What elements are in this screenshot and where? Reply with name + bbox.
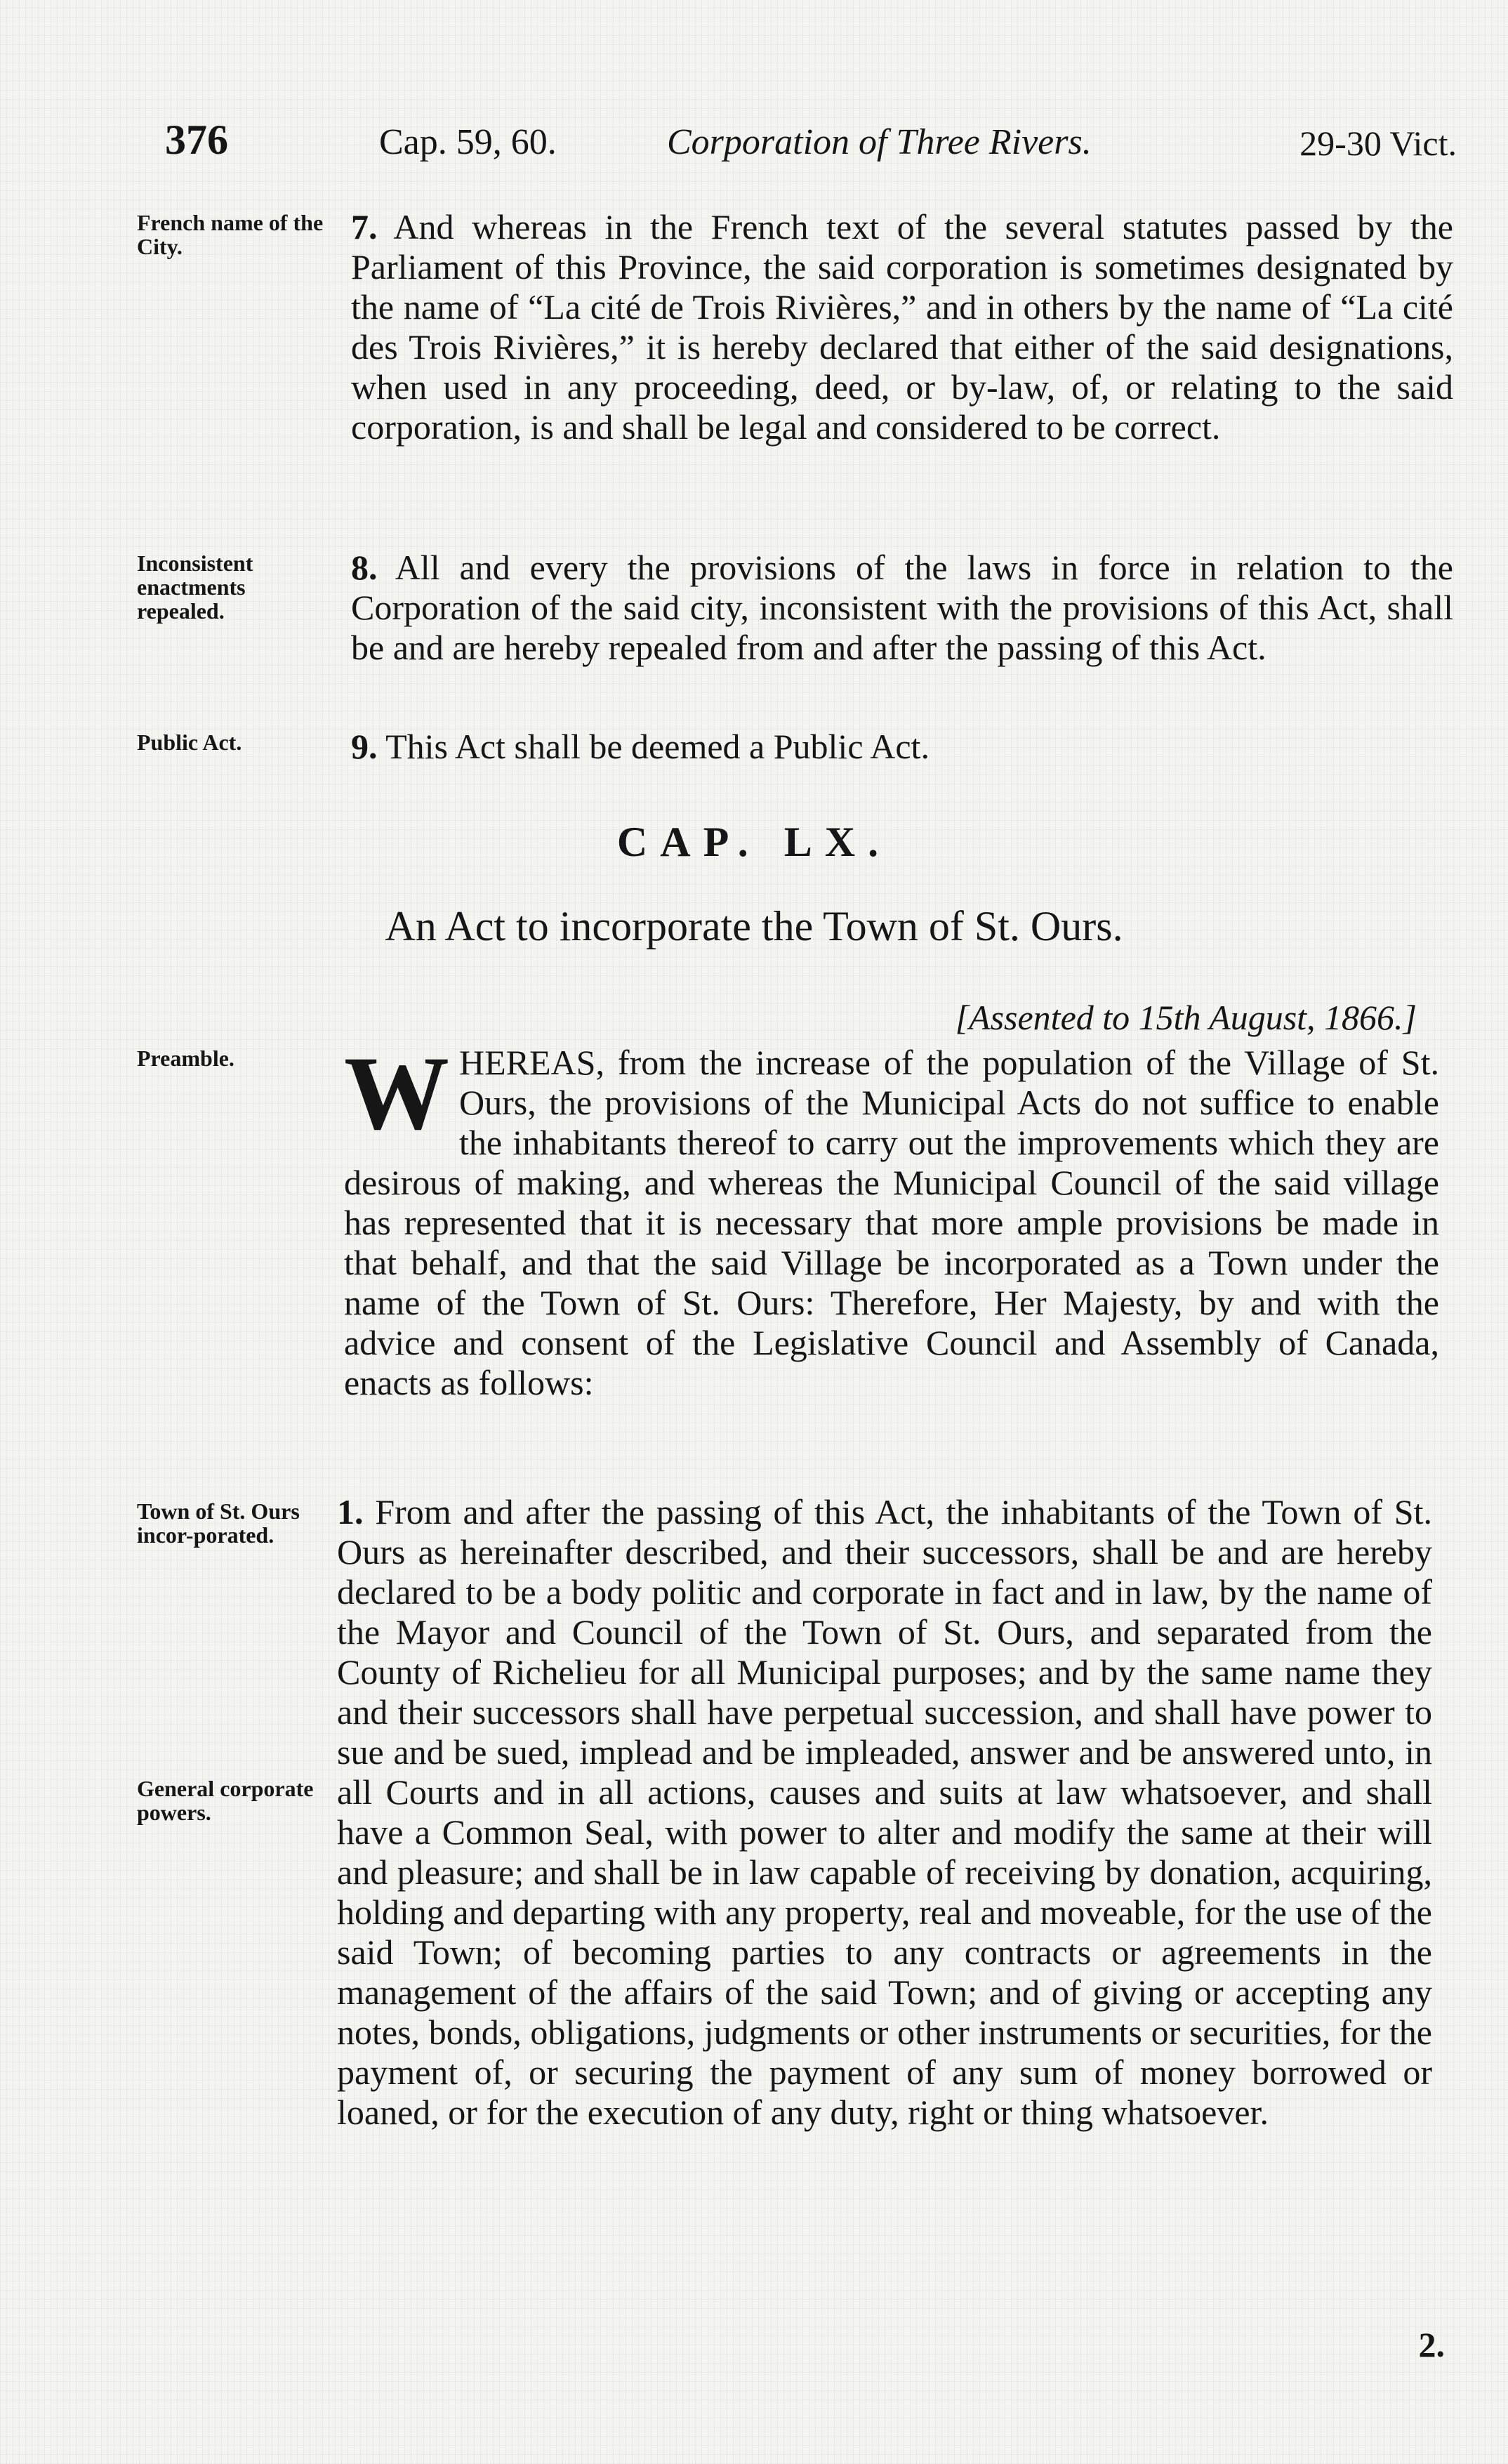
chapter-heading: CAP. LX. — [616, 819, 892, 865]
section-number: 7. — [351, 207, 378, 246]
chapter-reference: Cap. 59, 60. — [379, 122, 557, 162]
section-7 — [351, 207, 1453, 447]
section-1 — [337, 1492, 1432, 2133]
running-title: Corporation of Three Rivers. — [667, 122, 1092, 162]
regnal-year: 29-30 Vict. — [1299, 124, 1457, 163]
section-9 — [351, 727, 1453, 767]
page-number: 376 — [165, 117, 228, 163]
section-8 — [351, 548, 1453, 668]
margin-note-town-incorporated: Town of St. Ours incor-porated. — [137, 1498, 300, 1548]
margin-note-inconsistent: Inconsistent enactments repealed. — [137, 551, 253, 624]
preamble-text: HEREAS, from the increase of the population of the Village of St. Ours, the provisions of the Municipal Acts do not suffice to enable the inhabitants thereof to carry out the improvements which they are desirous of making, and whereas the Municipal Council of the said village has represented that it is necessary that more ample provisions be made in that behalf, and that the said Village be incorporated as a Town under the name of the Town of St. Ours: Therefore, Her Majesty, by and with the advice and consent of the Legislative Council and Assembly of Canada, enacts as follows: — [344, 1043, 1439, 1402]
drop-cap: W — [344, 1035, 449, 1152]
section-text: From and after the passing of this Act, the inhabitants of the Town of St. Ours as hereinafter described, and their successors, shall be and are hereby declared to be a body politic and corporate in fact and in law, by the name of the Mayor and Council of the Town of St. Ours, and separated from the County of Richelieu for all Municipal purposes; and by the same name they and their successors shall have perpetual succession, and shall have power to sue and be sued, implead and be impleaded, answer and be answered unto, in all Courts and in all actions, causes and suits at law whatsoever, and shall have a Common Seal, with power to alter and modify the same at their will and pleasure; and shall be in law capable of receiving by donation, acquiring, holding and departing with any property, real and moveable, for the use of the said Town; of becoming parties to any contracts or agreements in the management of the affairs of the said Town; and of giving or accepting any notes, bonds, obligations, judgments or other instruments or securities, for the payment of, or securing the payment of any sum of money borrowed or loaned, or for the execution of any duty, right or thing whatsoever. — [337, 1492, 1432, 2132]
act-title: An Act to incorporate the Town of St. Ours. — [385, 903, 1123, 949]
section-text: This Act shall be deemed a Public Act. — [385, 727, 930, 766]
margin-note-french-name: French name of the City. — [137, 210, 324, 259]
catchword: 2. — [1418, 2325, 1445, 2364]
section-number: 1. — [337, 1492, 364, 1531]
running-header — [165, 116, 1457, 179]
assent-date: [Assented to 15th August, 1866.] — [955, 998, 1417, 1037]
preamble — [344, 1035, 1439, 1403]
margin-note-general-powers: General corporate powers. — [137, 1776, 314, 1825]
margin-note-preamble: Preamble. — [137, 1046, 234, 1071]
section-number: 8. — [351, 548, 378, 587]
margin-note-public-act: Public Act. — [137, 730, 242, 755]
section-text: And whereas in the French text of the several statutes passed by the Parliament of this Province, the said corporation is sometimes designated by the name of “La cité de Trois Rivières,” and in others by the name of “La cité des Trois Rivières,” it is hereby declared that either of the said designations, when used in any proceeding, deed, or by-law, of, or relating to the said corporation, is and shall be legal and considered to be correct. — [351, 207, 1453, 447]
section-number: 9. — [351, 727, 378, 766]
section-text: All and every the provisions of the laws in force in relation to the Corporation of the said city, inconsistent with the provisions of this Act, shall be and are hereby repealed from and after the passing of this Act. — [351, 548, 1453, 667]
